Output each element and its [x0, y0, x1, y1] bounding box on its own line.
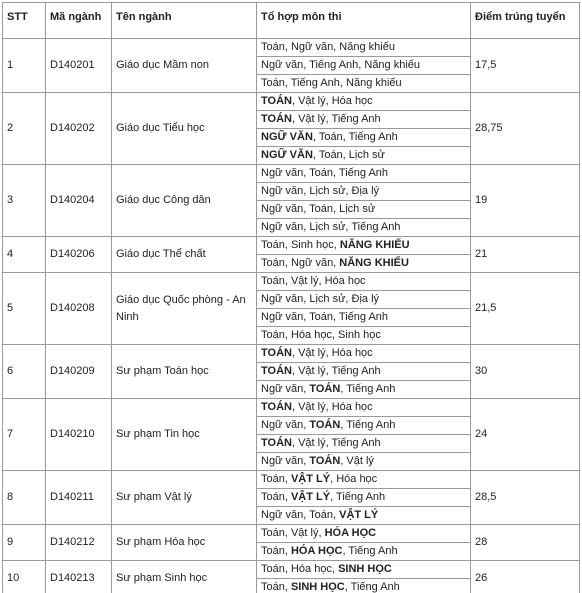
admission-scores-table — [2, 2, 580, 593]
admission-score-cell: 24 — [471, 399, 580, 471]
stt-cell: 7 — [3, 399, 46, 471]
subject-combination-cell — [257, 363, 471, 381]
subject-combination-cell — [257, 237, 471, 255]
table-row — [3, 399, 580, 417]
subject-text: Toán, Tiếng Anh, Năng khiếu — [261, 77, 402, 89]
subject-combination-cell — [257, 525, 471, 543]
subject-combination-cell — [257, 327, 471, 345]
subject-text: , Tiếng Anh — [344, 581, 400, 593]
subject-combination-cell — [257, 561, 471, 579]
major-code-cell: D140212 — [46, 525, 112, 561]
subject-text: Ngữ văn, — [261, 419, 310, 431]
subject-combination-cell — [257, 39, 471, 57]
major-code-cell: D140201 — [46, 39, 112, 93]
header-major-name: Tên ngành — [112, 3, 257, 39]
subject-combination-cell — [257, 381, 471, 399]
emphasized-subject: TOÁN — [261, 113, 292, 125]
subject-text: Ngữ văn, — [261, 383, 310, 395]
subject-text: Toán, Vật lý, — [261, 527, 325, 539]
subject-combination-cell — [257, 129, 471, 147]
emphasized-subject: TOÁN — [309, 455, 341, 467]
subject-combination-cell — [257, 543, 471, 561]
subject-combination-cell — [257, 93, 471, 111]
emphasized-subject: HÓA HỌC — [290, 545, 343, 557]
subject-combination-cell — [257, 255, 471, 273]
emphasized-subject: TOÁN — [261, 95, 292, 107]
emphasized-subject: SINH HỌC — [290, 581, 345, 593]
subject-text: , Toán, Tiếng Anh — [312, 131, 398, 143]
subject-combination-cell — [257, 165, 471, 183]
subject-combination-cell — [257, 471, 471, 489]
subject-text: Ngữ văn, Toán, Tiếng Anh — [261, 167, 389, 179]
subject-combination-cell — [257, 489, 471, 507]
major-code-cell: D140208 — [46, 273, 112, 345]
subject-text: Toán, Vật lý, Hóa học — [261, 275, 366, 287]
subject-text: Ngữ văn, — [261, 455, 310, 467]
subject-combination-cell — [257, 435, 471, 453]
emphasized-subject: SINH HỌC — [338, 563, 392, 575]
subject-text: , Vật lý, Tiếng Anh — [291, 113, 381, 125]
subject-combination-cell — [257, 507, 471, 525]
subject-combination-cell — [257, 57, 471, 75]
emphasized-subject: TOÁN — [309, 419, 341, 431]
major-code-cell: D140211 — [46, 471, 112, 525]
subject-text: Toán, — [261, 545, 291, 557]
stt-cell: 6 — [3, 345, 46, 399]
major-name-cell: Sư phạm Toán học — [112, 345, 257, 399]
stt-cell: 3 — [3, 165, 46, 237]
subject-combination-cell — [257, 183, 471, 201]
major-code-cell: D140213 — [46, 561, 112, 593]
major-code-cell: D140206 — [46, 237, 112, 273]
subject-text: , Vật lý, Tiếng Anh — [291, 365, 381, 377]
subject-text: Toán, Hóa học, Sinh học — [261, 329, 381, 341]
major-name-cell: Sư phạm Tin học — [112, 399, 257, 471]
subject-text: , Tiếng Anh — [330, 491, 386, 503]
subject-text: , Vật lý, Hóa học — [291, 95, 373, 107]
major-name-cell: Giáo dục Quốc phòng - An Ninh — [112, 273, 257, 345]
admission-score-cell: 21,5 — [471, 273, 580, 345]
header-admission-score: Điểm trúng tuyển — [471, 3, 580, 39]
admission-score-cell: 30 — [471, 345, 580, 399]
major-code-cell: D140204 — [46, 165, 112, 237]
major-code-cell: D140210 — [46, 399, 112, 471]
subject-text: , Tiếng Anh — [340, 419, 396, 431]
emphasized-subject: NĂNG KHIẾU — [339, 239, 410, 251]
subject-combination-cell — [257, 111, 471, 129]
subject-text: Toán, Ngữ văn, Năng khiếu — [261, 41, 395, 53]
major-name-cell: Giáo dục Mầm non — [112, 39, 257, 93]
major-code-cell: D140209 — [46, 345, 112, 399]
stt-cell: 5 — [3, 273, 46, 345]
major-name-cell: Sư phạm Vật lý — [112, 471, 257, 525]
subject-text: Ngữ văn, Lịch sử, Địa lý — [261, 293, 380, 305]
emphasized-subject: VẬT LÝ — [290, 473, 331, 485]
admission-score-cell: 19 — [471, 165, 580, 237]
header-major-code: Mã ngành — [46, 3, 112, 39]
subject-text: , Vật lý, Tiếng Anh — [291, 437, 381, 449]
subject-text: Ngữ văn, Toán, — [261, 509, 340, 521]
subject-text: , Vật lý — [340, 455, 374, 467]
emphasized-subject: TOÁN — [261, 401, 292, 413]
subject-text: , Vật lý, Hóa học — [291, 347, 373, 359]
stt-cell: 2 — [3, 93, 46, 165]
subject-combination-cell — [257, 75, 471, 93]
table-body — [3, 39, 580, 593]
subject-text: Toán, — [261, 473, 291, 485]
subject-text: Toán, Sinh học, — [261, 239, 340, 251]
table-row — [3, 39, 580, 57]
subject-text: Toán, Hóa học, — [261, 563, 339, 575]
admission-score-cell: 21 — [471, 237, 580, 273]
stt-cell: 8 — [3, 471, 46, 525]
table-row — [3, 471, 580, 489]
major-name-cell: Giáo dục Tiểu học — [112, 93, 257, 165]
major-name-cell: Sư phạm Sinh học — [112, 561, 257, 593]
subject-combination-cell — [257, 201, 471, 219]
emphasized-subject: HÓA HỌC — [324, 527, 377, 539]
subject-text: Toán, — [261, 581, 291, 593]
subject-combination-cell — [257, 291, 471, 309]
table-row — [3, 345, 580, 363]
subject-combination-cell — [257, 579, 471, 593]
table-row — [3, 525, 580, 543]
subject-text: Ngữ văn, Lịch sử, Địa lý — [261, 185, 380, 197]
table-row — [3, 237, 580, 255]
major-name-cell: Giáo dục Công dân — [112, 165, 257, 237]
admission-score-cell: 28,75 — [471, 93, 580, 165]
header-subject-combination: Tổ hợp môn thi — [257, 3, 471, 39]
major-name-cell: Sư phạm Hóa học — [112, 525, 257, 561]
subject-text: , Toán, Lịch sử — [312, 149, 385, 161]
subject-text: Ngữ văn, Toán, Lịch sử — [261, 203, 376, 215]
subject-text: Toán, — [261, 491, 291, 503]
stt-cell: 10 — [3, 561, 46, 593]
emphasized-subject: NGỮ VĂN — [261, 149, 313, 161]
table-row — [3, 273, 580, 291]
subject-text: , Vật lý, Hóa học — [291, 401, 373, 413]
stt-cell: 4 — [3, 237, 46, 273]
subject-combination-cell — [257, 345, 471, 363]
subject-text: Ngữ văn, Toán, Tiếng Anh — [261, 311, 389, 323]
header-row — [3, 3, 580, 39]
major-name-cell: Giáo dục Thể chất — [112, 237, 257, 273]
emphasized-subject: TOÁN — [309, 383, 341, 395]
subject-text: Ngữ văn, Lịch sử, Tiếng Anh — [261, 221, 401, 233]
table-row — [3, 165, 580, 183]
emphasized-subject: NĂNG KHIẾU — [339, 257, 409, 269]
admission-score-cell: 28 — [471, 525, 580, 561]
emphasized-subject: TOÁN — [261, 437, 292, 449]
emphasized-subject: VẬT LÝ — [339, 509, 379, 521]
subject-text: Ngữ văn, Tiếng Anh, Năng khiếu — [261, 59, 421, 71]
admission-score-cell: 26 — [471, 561, 580, 593]
admission-score-cell: 28,5 — [471, 471, 580, 525]
subject-text: Toán, Ngữ văn, — [261, 257, 340, 269]
major-code-cell: D140202 — [46, 93, 112, 165]
stt-cell: 9 — [3, 525, 46, 561]
subject-combination-cell — [257, 417, 471, 435]
subject-text: , Hóa học — [330, 473, 378, 485]
emphasized-subject: TOÁN — [261, 365, 292, 377]
emphasized-subject: NGỮ VĂN — [261, 131, 313, 143]
stt-cell: 1 — [3, 39, 46, 93]
emphasized-subject: VẬT LÝ — [290, 491, 331, 503]
admission-score-cell: 17,5 — [471, 39, 580, 93]
subject-combination-cell — [257, 453, 471, 471]
subject-text: , Tiếng Anh — [342, 545, 398, 557]
emphasized-subject: TOÁN — [261, 347, 292, 359]
subject-combination-cell — [257, 219, 471, 237]
subject-combination-cell — [257, 273, 471, 291]
subject-combination-cell — [257, 309, 471, 327]
table-row — [3, 561, 580, 579]
subject-text: , Tiếng Anh — [340, 383, 396, 395]
table-row — [3, 93, 580, 111]
header-stt: STT — [3, 3, 46, 39]
subject-combination-cell — [257, 147, 471, 165]
subject-combination-cell — [257, 399, 471, 417]
